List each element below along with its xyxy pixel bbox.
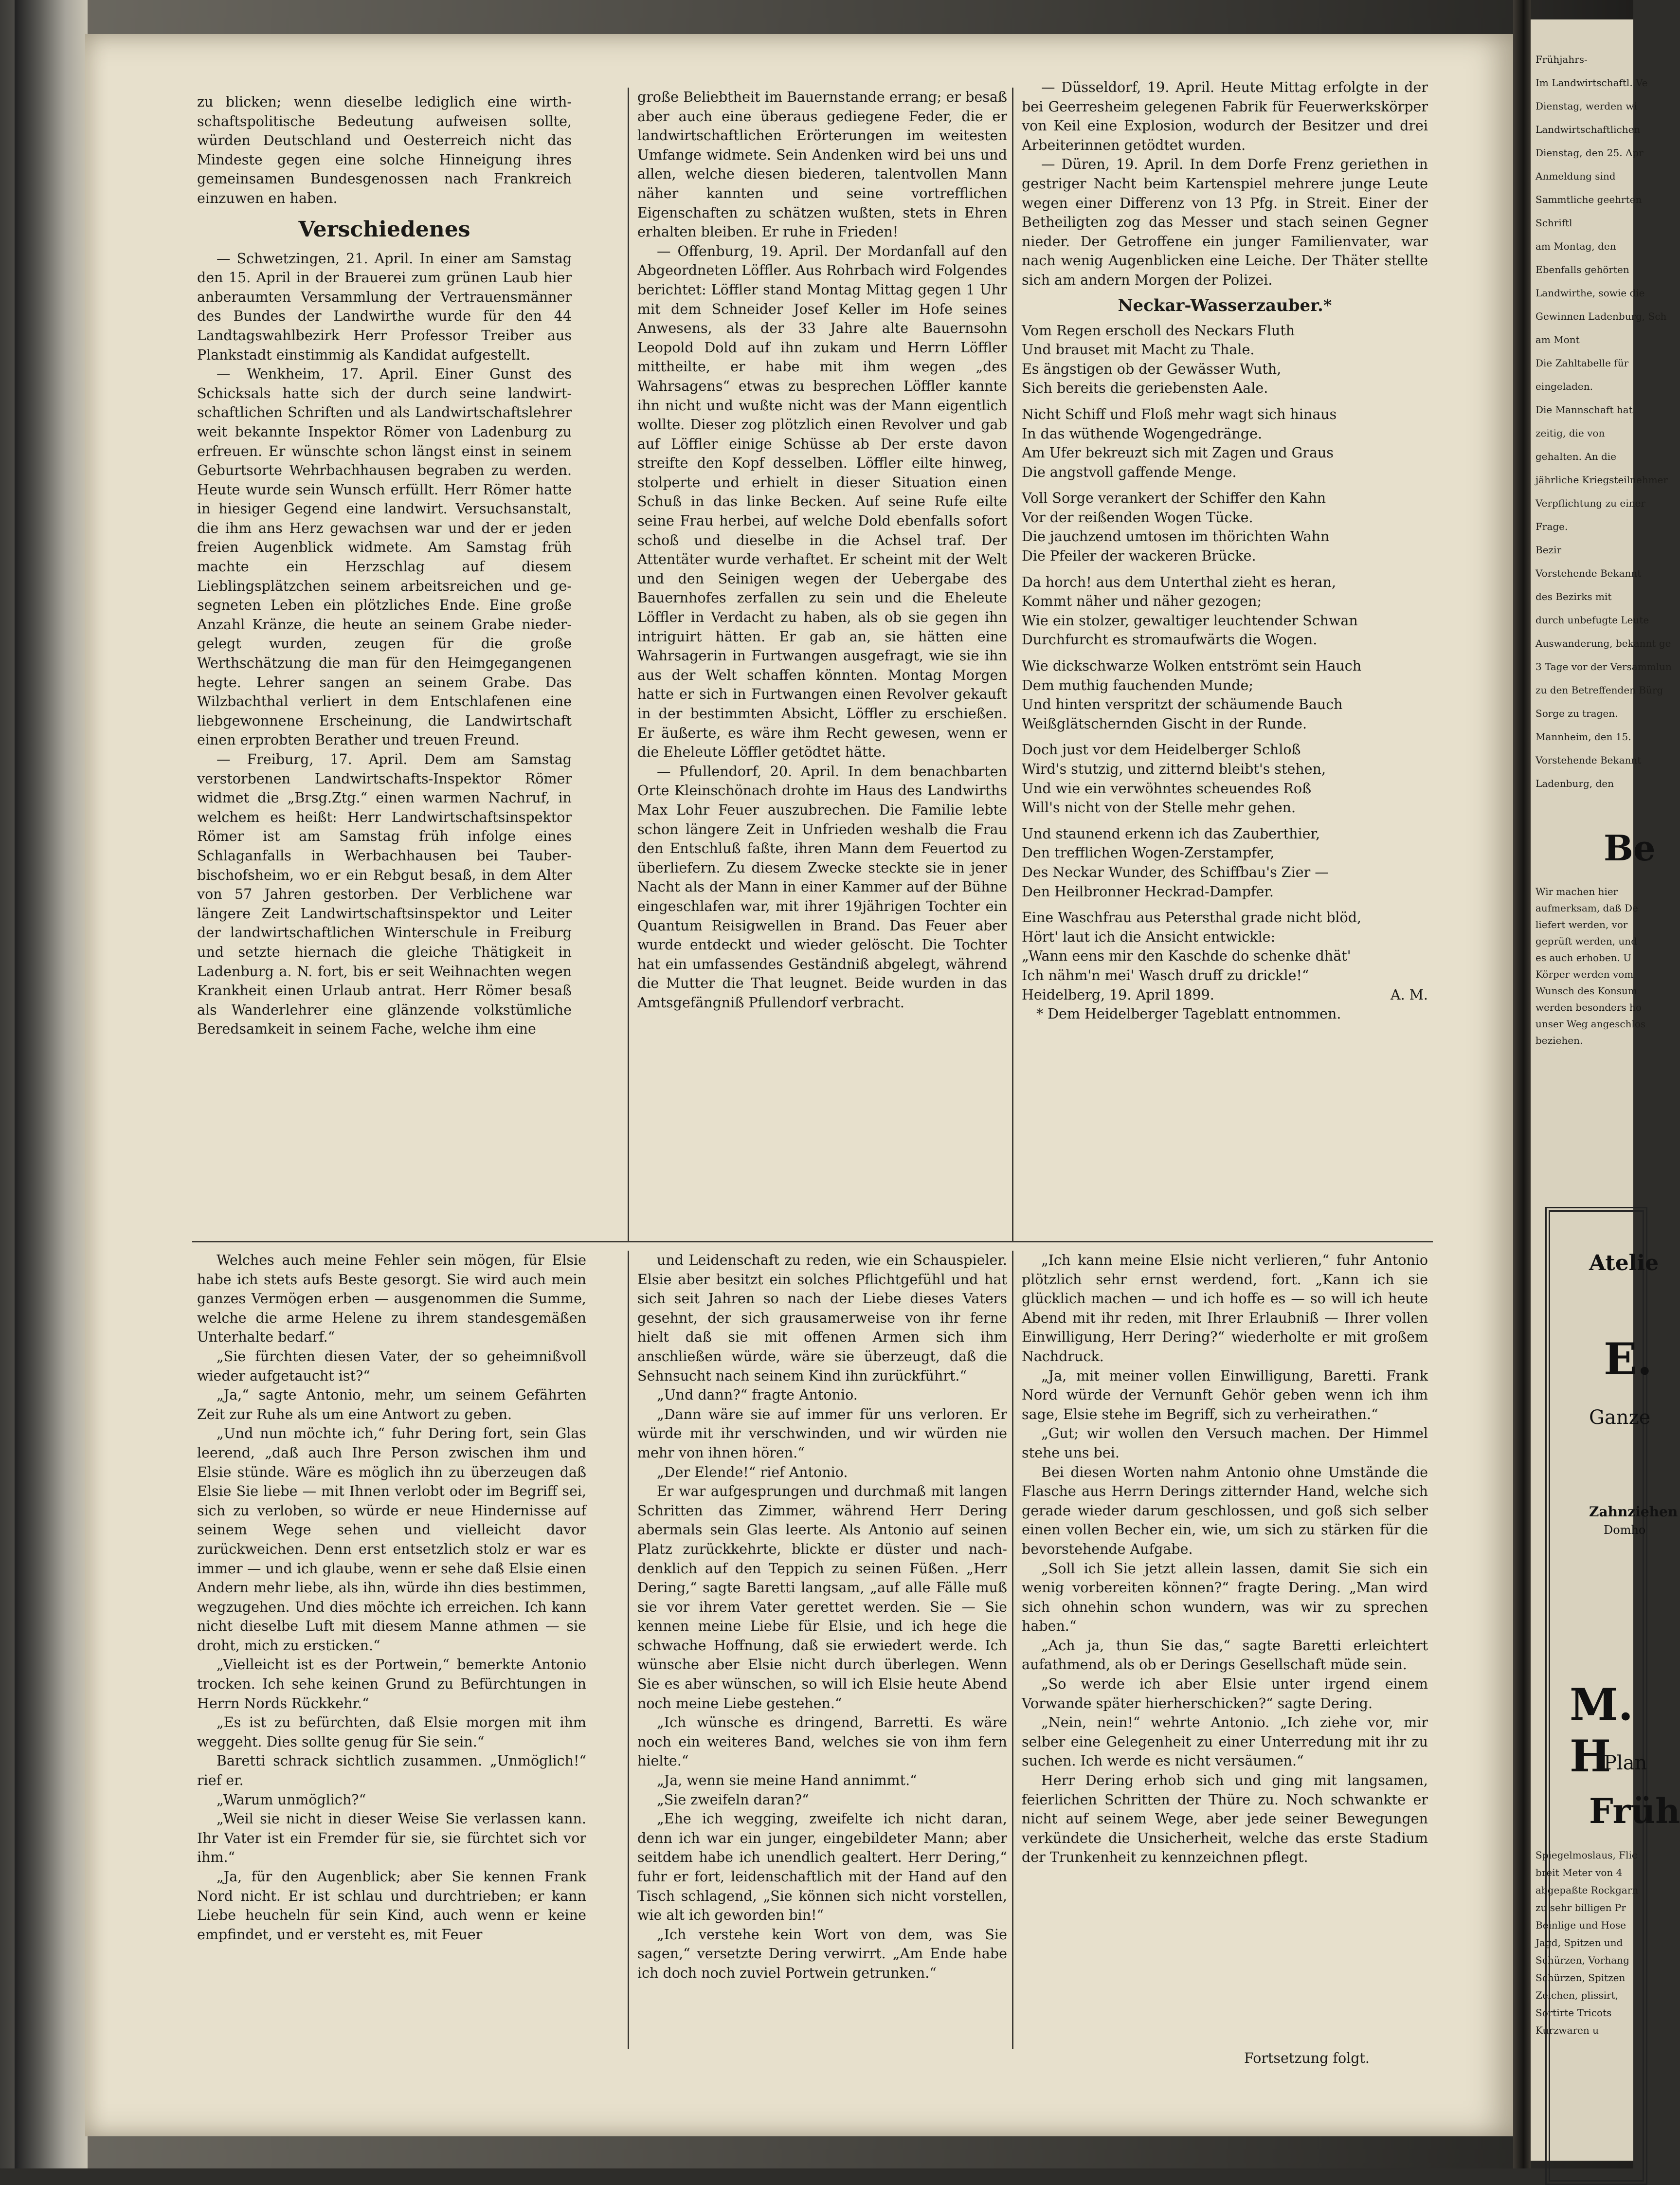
- adjacent-text-line: Mannheim, den 15.: [1535, 731, 1631, 743]
- poem-line: Die angstvoll gaffende Menge.: [1022, 464, 1237, 480]
- adjacent-text-line: breit Meter von 4: [1535, 1867, 1623, 1878]
- adjacent-text-line: Ladenburg, den: [1535, 778, 1614, 789]
- adjacent-text-line: eingeladen.: [1535, 381, 1593, 392]
- adjacent-text-line: Jagd, Spitzen und: [1535, 1937, 1623, 1948]
- story-paragraph: Baretti schrack sichtlich zusammen. „Unmöglich!“ rief er.: [197, 1753, 586, 1789]
- story-paragraph: „Weil sie nicht in dieser Weise Sie verlassen kann. Ihr Vater ist ein Fremder für sie, sie fürchtet sich vor ihm.“: [197, 1811, 586, 1866]
- poem-line: Am Ufer bekreuzt sich mit Zagen und Graus: [1022, 445, 1334, 461]
- upper-column-1: [197, 92, 572, 1039]
- poem: [1022, 321, 1428, 985]
- adjacent-text-line: Schürzen, Spitzen: [1535, 1972, 1626, 1984]
- poem-line: Es ängstigen ob der Gewässer Wuth,: [1022, 361, 1282, 377]
- story-paragraph: „Sie fürchten diesen Vater, der so geheimnißvoll wieder aufgetaucht ist?“: [197, 1348, 586, 1384]
- adjacent-text-line: Die Mannschaft hat: [1535, 404, 1633, 416]
- stanza-gap: [1022, 566, 1428, 573]
- lower-column-3: [1022, 1251, 1428, 1867]
- adjacent-text-line: Vorstehende Bekannt: [1535, 754, 1642, 766]
- story-paragraph: „Ich verstehe kein Wort von dem, was Sie sagen,“ versetzte Dering verwirrt. „Am Ende habe ich doch noch zuviel Portwein getrunken.“: [637, 1926, 1007, 1981]
- adjacent-text-line: beziehen.: [1535, 1035, 1583, 1046]
- adjacent-text-line: es auch erhoben. U: [1535, 952, 1632, 964]
- stanza-gap: [1022, 818, 1428, 824]
- ad-plan: Plan: [1604, 1752, 1647, 1774]
- upper-column-2: [637, 88, 1007, 1013]
- stanza-gap: [1022, 398, 1428, 405]
- adjacent-text-line: Bezir: [1535, 544, 1562, 556]
- adjacent-page: [1531, 19, 1680, 2161]
- poem-title: Neckar-Wasserzauber.*: [1118, 295, 1332, 315]
- adjacent-text-line: Vorstehende Bekannt: [1535, 567, 1642, 579]
- adjacent-text-line: jährliche Kriegsteilnehmer: [1535, 474, 1668, 486]
- poem-line: Den trefflichen Wogen-Zerstampfer,: [1022, 845, 1275, 861]
- adjacent-text-line: Anmeldung sind: [1535, 170, 1616, 182]
- adjacent-text-line: Dienstag, den 25. Apr: [1535, 147, 1644, 159]
- story-paragraph: und Leidenschaft zu reden, wie ein Schauspieler. Elsie aber besitzt ein solches Pflichtgefühl und hat sich seit Jahren so nach der Liebe dieses Vaters gesehnt, der sich grausamerweise von ihr ferne hielt daß sie mit offenen Armen sich ihm anschließen würde, wäre sie überzeugt, daß die Sehnsucht nach seinem Kind ihn zurückführt.“: [637, 1252, 1007, 1384]
- ad-atelier: Atelie: [1589, 1251, 1659, 1275]
- adjacent-text-line: Sortirte Tricots: [1535, 2007, 1612, 2019]
- adjacent-heading-be: Be: [1604, 827, 1656, 869]
- adjacent-text-line: aufmerksam, daß De: [1535, 902, 1638, 914]
- poem-line: Und brauset mit Macht zu Thale.: [1022, 342, 1255, 358]
- news-freiburg-continued: große Beliebtheit im Bauernstande errang; er besaß aber auch eine überaus gediegene Feder, die er landwirtschaftlichen Erörterungen im weitesten Umfange widmete. Sein Andenken wird bei uns und allen, welche diesen biederen, talentvollen Mann näher kannten und seine vortrefflichen Eigenschaften zu schätzen wußten, stets in Ehren erhalten bleiben. Er ruhe in Frieden!: [637, 89, 1007, 240]
- stanza-gap: [1022, 901, 1428, 908]
- poem-line: Die jauchzend umtosen im thörichten Wahn: [1022, 528, 1330, 545]
- news-duesseldorf: — Düsseldorf, 19. April. Heute Mittag erfolgte in der bei Geerresheim gelegenen Fabrik für Feuerwerkskörper von Keil eine Explosion, wodurch der Besitzer und drei Arbeiterinnen getödtet wurden.: [1022, 79, 1428, 153]
- poem-line: Sich bereits die geriebensten Aale.: [1022, 380, 1268, 397]
- continued-notice: Fortsetzung folgt.: [1244, 2050, 1370, 2066]
- ad-zahnziehen: Zahnziehen: [1589, 1504, 1678, 1520]
- section-heading-verschiedenes: Verschiedenes: [298, 217, 470, 242]
- story-paragraph: Welches auch meine Fehler sein mögen, für Elsie habe ich stets aufs Beste gesorgt. Sie wird auch mein ganzes Vermögen erben — ausgenommen die Summe, welche die arme Helene zu ihrem standesgemäßen Unterhalte bedarf.“: [197, 1252, 586, 1346]
- news-schwetzingen: — Schwetzingen, 21. April. In einer am Samstag den 15. April in der Brauerei zum grünen Laub hier anberaumten Versammlung der Vertrauensmänner des Bundes der Landwirthe wurde für den 44 Landtagswahlbezirk Herr Professor Treiber aus Plankstadt einstimmig als Kandidat aufgestellt.: [197, 250, 572, 363]
- adjacent-text-line: Verpflichtung zu einer: [1535, 497, 1645, 509]
- upper-column-3: [1022, 78, 1428, 1024]
- adjacent-text-line: Die Zahltabelle für: [1535, 357, 1629, 369]
- poem-line: Wie ein stolzer, gewaltiger leuchtender Schwan: [1022, 612, 1358, 629]
- poem-line: Und hinten verspritzt der schäumende Bauch: [1022, 696, 1343, 713]
- story-paragraph: „Es ist zu befürchten, daß Elsie morgen mit ihm weggeht. Dies sollte genug für Sie sein.“: [197, 1714, 586, 1750]
- story-paragraph: Herr Dering erhob sich und ging mit langsamen, feierlichen Schritten der Thüre zu. Noch schwankte er nicht auf seinem Wege, aber jede seiner Bewegungen verkündete die Unsicherheit, welche das erste Stadium der Trunkenheit zu kennzeichnen pflegt.: [1022, 1772, 1428, 1866]
- story-paragraph: „Und dann?“ fragte Antonio.: [657, 1387, 858, 1403]
- ad-letter: E.: [1604, 1333, 1652, 1385]
- ad-ganze: Ganze: [1589, 1406, 1651, 1429]
- poem-line: Die Pfeiler der wackeren Brücke.: [1022, 548, 1256, 564]
- book-left-edge: [15, 0, 88, 2168]
- poem-line: Voll Sorge verankert der Schiffer den Kahn: [1022, 490, 1326, 507]
- adjacent-text-line: durch unbefugte Leute: [1535, 614, 1649, 626]
- adjacent-text-line: Landwirtschaftlichen: [1535, 124, 1641, 135]
- adjacent-text-line: Frage.: [1535, 521, 1568, 532]
- poem-line: Vom Regen erscholl des Neckars Fluth: [1022, 322, 1295, 339]
- poem-line: Doch just vor dem Heidelberger Schloß: [1022, 742, 1301, 758]
- story-paragraph: „Soll ich Sie jetzt allein lassen, damit Sie sich ein wenig vorbereiten können?“ fragte Dering. „Man wird sich ohnehin schon wundern, was wir zu sprechen haben.“: [1022, 1560, 1428, 1635]
- adjacent-text-line: Sorge zu tragen.: [1535, 708, 1618, 719]
- column-rule: [628, 88, 629, 1241]
- adjacent-text-line: werden besonders ho: [1535, 1001, 1642, 1013]
- feuilleton-rule: [192, 1241, 1433, 1242]
- news-wenkheim: — Wenkheim, 17. April. Einer Gunst des Schicksals hatte sich der durch seine landwirtschaftlichen Schriften und als Landwirtschaftslehrer weit bekannte Inspektor Römer von Ladenburg zu erfreuen. Er wünschte schon längst einst in seinem Geburtsorte Wehrbachhausen begraben zu werden. Heute wurde sein Wunsch erfüllt. Herr Römer hatte in hiesiger Gegend eine landwirt. Versuchsanstalt, die ihm ans Herz gewachsen war und der er jeden freien Augenblick widmete. Am Samstag früh machte ein Herzschlag auf diesem Lieblingsplätzchen seinem arbeitsreichen und gesegneten Leben ein plötzliches Ende. Eine große Anzahl Kränze, die heute an seinem Grabe niedergelegt wurden, zeugen für die große Werthschätzung die man für den Heimgegangenen hegte. Lehrer sangen an seinem Grabe. Das Wilzbachthal verliert in dem Entschlafenen eine liebgewonnene Erscheinung, die Landwirtschaft einen erprobten Berather und treuen Freund.: [197, 366, 572, 748]
- adjacent-text-line: 3 Tage vor der Versammlun: [1535, 661, 1672, 673]
- ad-frueh: Früh: [1589, 1791, 1680, 1831]
- adjacent-text-line: Landwirthe, sowie die: [1535, 287, 1645, 299]
- stanza-gap: [1022, 482, 1428, 489]
- signature-initials: A. M.: [1391, 986, 1428, 1003]
- story-paragraph: „So werde ich aber Elsie unter irgend einem Vorwande später hierherschicken?“ sagte Dering.: [1022, 1676, 1428, 1712]
- adjacent-text-line: Schürzen, Vorhang: [1535, 1954, 1629, 1966]
- poem-signature: [1022, 985, 1428, 1005]
- adjacent-text-line: Zeichen, plissirt,: [1535, 1989, 1619, 2001]
- poem-line: Dem muthig fauchenden Munde;: [1022, 677, 1253, 693]
- story-paragraph: „Und nun möchte ich,“ fuhr Dering fort, sein Glas leerend, „daß auch Ihre Person zwischen ihm und Elsie stünde. Wäre es möglich ihn zu überzeugen daß Elsie Sie liebe — mit Ihnen verlobt oder im Begriff sei, sich zu verloben, so würde er neue Hindernisse auf seinem Wege sehen und vielleicht davor zurückweichen. Denn erst entsetzlich stolz er war es immer — und ich glaube, wenn er sehe daß Elsie einen Andern mehr liebe, als ihn, würde ihn dies bestimmen, wegzugehen. Und dies möchte ich erreichen. Ich kann nicht dieselbe Luft mit diesem Manne athmen — sie droht, mich zu ersticken.“: [197, 1425, 586, 1654]
- stanza-gap: [1022, 733, 1428, 740]
- poem-line: Da horch! aus dem Unterthal zieht es heran,: [1022, 574, 1337, 590]
- adjacent-text-line: gehalten. An die: [1535, 451, 1617, 462]
- story-paragraph: „Dann wäre sie auf immer für uns verloren. Er würde mit ihr verschwinden, und wir würden nie mehr von ihnen hören.“: [637, 1406, 1007, 1461]
- adjacent-text-line: zu sehr billigen Pr: [1535, 1902, 1626, 1913]
- poem-line: Durchfurcht es stromaufwärts die Wogen.: [1022, 632, 1318, 648]
- lower-column-1: [197, 1251, 586, 1944]
- adjacent-text-line: abgepaßte Rockgarn: [1535, 1884, 1639, 1896]
- adjacent-text-line: Wunsch des Konsum: [1535, 985, 1637, 997]
- poem-line: Hört' laut ich die Ansicht entwickle:: [1022, 929, 1276, 945]
- adjacent-text-line: zu den Betreffenden Bürg: [1535, 684, 1663, 696]
- adjacent-text-line: Dienstag, werden wi: [1535, 100, 1637, 112]
- story-paragraph: „Gut; wir wollen den Versuch machen. Der Himmel stehe uns bei.: [1022, 1425, 1428, 1461]
- book-gutter: [1513, 0, 1531, 2168]
- poem-line: Kommt näher und näher gezogen;: [1022, 593, 1262, 610]
- adjacent-text-line: liefert werden, vor: [1535, 919, 1628, 930]
- adjacent-text-line: Spiegelmoslaus, Flic: [1535, 1849, 1638, 1861]
- lower-column-2: [637, 1251, 1007, 1983]
- adjacent-text-line: Schriftl: [1535, 217, 1572, 229]
- story-paragraph: „Der Elende!“ rief Antonio.: [657, 1464, 848, 1480]
- story-paragraph: „Vielleicht ist es der Portwein,“ bemerkte Antonio trocken. Ich sehe keinen Grund zu Befürchtungen in Herrn Nords Rückkehr.“: [197, 1657, 586, 1712]
- poem-line: Will's nicht von der Stelle mehr gehen.: [1022, 800, 1296, 816]
- adjacent-text-line: des Bezirks mit: [1535, 591, 1612, 602]
- adjacent-text-line: Auswanderung, bekannt ge: [1535, 637, 1671, 649]
- adjacent-text-line: geprüft werden, und: [1535, 935, 1637, 947]
- story-paragraph: „Ehe ich wegging, zweifelte ich nicht daran, denn ich war ein junger, eingebildeter Mann; aber seitdem habe ich unendlich gealtert. Herr Dering,“ fuhr er fort, leidenschaftlich mit der Hand auf den Tisch schlagend, „Sie können sich nicht vorstellen, wie alt ich geworden bin!“: [637, 1811, 1007, 1924]
- column-rule: [1012, 1251, 1013, 2049]
- poem-line: Und wie ein verwöhntes scheuendes Roß: [1022, 780, 1312, 797]
- poem-line: Wie dickschwarze Wolken entströmt sein Hauch: [1022, 658, 1362, 674]
- article-intro: zu blicken; wenn dieselbe lediglich eine wirthschaftspolitische Bedeutung aufweisen sollte, würden Deutschland und Oesterreich nicht das Mindeste gegen eine solche Hinneigung ihres gemeinsamen Bundesgenossen nach Frankreich einzuwen en haben.: [197, 94, 572, 206]
- poem-line: Nicht Schiff und Floß mehr wagt sich hinaus: [1022, 406, 1337, 422]
- newspaper-page: [85, 34, 1513, 2136]
- adjacent-text-line: Im Landwirtschaftl. Ve: [1535, 77, 1648, 89]
- stanza-gap: [1022, 650, 1428, 656]
- adjacent-text-line: Körper werden vom: [1535, 968, 1634, 980]
- adjacent-text-line: Frühjahrs-: [1535, 54, 1588, 65]
- story-paragraph: „Nein, nein!“ wehrte Antonio. „Ich ziehe vor, mir selber eine Gelegenheit zu einer Unterredung mit ihr zu suchen. Ich werde es nicht versäumen.“: [1022, 1714, 1428, 1769]
- poem-line: Des Neckar Wunder, des Schiffbau's Zier —: [1022, 864, 1329, 880]
- story-paragraph: „Ach ja, thun Sie das,“ sagte Baretti erleichtert aufathmend, als ob er Derings Gesellschaft müde sein.: [1022, 1637, 1428, 1673]
- poem-line: In das wüthende Wogengedränge.: [1022, 425, 1263, 442]
- story-paragraph: „Ja, mit meiner vollen Einwilligung, Baretti. Frank Nord würde der Vernunft Gehör geben wenn ich ihm sage, Elsie stehe im Begriff, sich zu verheirathen.“: [1022, 1367, 1428, 1422]
- signature-place-date: Heidelberg, 19. April 1899.: [1022, 986, 1214, 1003]
- poem-line: Eine Waschfrau aus Petersthal grade nicht blöd,: [1022, 910, 1362, 926]
- poem-line: „Wann eens mir den Kaschde do schenke dhät': [1022, 948, 1351, 965]
- column-rule: [1012, 88, 1013, 1241]
- poem-line: Ich nähm'n mei' Wasch druff zu drickle!“: [1022, 967, 1309, 983]
- news-pfullendorf: — Pfullendorf, 20. April. In dem benachbarten Orte Kleinschönach drohte im Haus des Landwirths Max Lohr Feuer auszubrechen. Die Familie lebte schon längere Zeit in Unfrieden weshalb die Frau den Entschluß faßte, ihren Mann dem Feuertod zu überliefern. Zu diesem Zwecke steckte sie in jener Nacht als der Mann in einer Kammer auf der Bühne eingeschlafen war, mit ihrer 19jährigen Tochter ein Quantum Reisigwellen in Brand. Das Feuer aber wurde entdeckt und wieder gelöscht. Die Tochter hat ein umfassendes Geständniß abgelegt, während die Mutter die That leugnet. Beide wurden in das Amtsgefängniß Pfullendorf verbracht.: [637, 763, 1007, 1011]
- adjacent-text-line: Kurzwaren u: [1535, 2024, 1599, 2036]
- column-rule: [628, 1251, 629, 2049]
- poem-line: Den Heilbronner Heckrad-Dampfer.: [1022, 883, 1274, 900]
- ad-mh: M. H: [1570, 1679, 1633, 1782]
- adjacent-text-line: Beinlige und Hose: [1535, 1919, 1626, 1931]
- adjacent-text-line: zeitig, die von: [1535, 427, 1605, 439]
- adjacent-text-line: Wir machen hier: [1535, 886, 1618, 897]
- story-paragraph: „Ich kann meine Elsie nicht verlieren,“ fuhr Antonio plötzlich sehr ernst werdend, fort. „Kann ich sie glücklich machen — und ich hoffe es — so will ich heute Abend mit ihr reden, mit Ihrer Erlaubniß — Ihrer vollen Einwilligung, Herr Dering?“ wiederholte er mit großem Nachdruck.: [1022, 1252, 1428, 1365]
- poem-line: Weißglätschernden Gischt in der Runde.: [1022, 715, 1307, 732]
- story-paragraph: „Ich wünsche es dringend, Barretti. Es wäre noch ein weiteres Band, welches sie von ihm fern hielte.“: [637, 1714, 1007, 1769]
- poem-line: Und staunend erkenn ich das Zauberthier,: [1022, 825, 1320, 842]
- adjacent-text-line: Gewinnen Ladenburg, Sch: [1535, 310, 1667, 322]
- adjacent-text-line: unser Weg angeschlos: [1535, 1018, 1646, 1030]
- story-paragraph: Bei diesen Worten nahm Antonio ohne Umstände die Flasche aus Herrn Derings zitternder Hand, welche sich gerade wieder darum geschlossen, und goß sich selber einen vollen Becher ein, wie, um sich zu stärken für die bevorstehende Aufgabe.: [1022, 1464, 1428, 1557]
- story-paragraph: „Sie zweifeln daran?“: [657, 1791, 809, 1808]
- story-paragraph: Er war aufgesprungen und durchmaß mit langen Schritten das Zimmer, während Herr Dering abermals sein Glas leerte. Als Antonio auf seinen Platz zurückkehrte, blickte er düster und nachdenklich auf den Teppich zu seinen Füßen. „Herr Dering,“ sagte Baretti langsam, „auf alle Fälle muß sie vor ihrem Vater gerettet werden. Sie — Sie kennen meine Liebe für Elsie, und ich hege die schwache Hoffnung, daß sie erwiedert werde. Ich wünsche aber Elsie nicht durch überlegen. Wenn Sie es aber wünschen, so will ich Elsie heute Abend noch meine Liebe gestehen.“: [637, 1483, 1007, 1712]
- story-paragraph: „Warum unmöglich?“: [217, 1791, 366, 1808]
- adjacent-text-line: Sammtliche geehrten: [1535, 194, 1642, 205]
- poem-line: Wird's stutzig, und zitternd bleibt's stehen,: [1022, 761, 1326, 777]
- story-paragraph: „Ja, für den Augenblick; aber Sie kennen Frank Nord nicht. Er ist schlau und durchtrieben; er kann Liebe heucheln für sein Kind, auch wenn er keine empfindet, und er versteht es, mit Feuer: [197, 1869, 586, 1943]
- poem-line: Vor der reißenden Wogen Tücke.: [1022, 509, 1253, 526]
- news-freiburg: — Freiburg, 17. April. Dem am Samstag verstorbenen Landwirtschafts-Inspektor Römer widmet die „Brsg.Ztg.“ einen warmen Nachruf, in welchem es heißt: Herr Landwirtschaftsinspektor Römer ist am Samstag früh infolge eines Schlaganfalls in Werbachhausen bei Tauberbischofsheim, wo er ein Rebgut besaß, in dem Alter von 57 Jahren gestorben. Der Verblichene war längere Zeit Landwirtschaftsinspektor und Leiter der landwirtschaftlichen Winterschule in Freiburg und setzte hiernach die gleiche Thätigkeit in Ladenburg a. N. fort, bis er seit Weihnachten wegen Krankheit einen Urlaub antrat. Herr Römer besaß als Wanderlehrer eine glänzende volkstümliche Beredsamkeit in seinem Fache, welche ihm eine: [197, 751, 572, 1038]
- ad-domhof: Domho: [1604, 1523, 1646, 1537]
- adjacent-text-line: am Montag, den: [1535, 240, 1616, 252]
- news-offenburg: — Offenburg, 19. April. Der Mordanfall auf den Abgeordneten Löffler. Aus Rohrbach wird Folgendes berichtet: Löffler stand Montag Mittag gegen 1 Uhr mit dem Schneider Josef Keller im Hofe seines Anwesens, als der 33 Jahre alte Bauernsohn Leopold Dold auf ihn zukam und Herrn Löffler mittheilte, er habe mit ihm wegen „des Wahrsagens“ etwas zu besprechen Löffler kannte ihn nicht und wußte nicht was der Mann eigentlich wollte. Dieser zog plötzlich einen Revolver und gab auf Löffler einige Schüsse ab Der erste davon streifte den Kopf desselben. Löffler eilte hinweg, stolperte und erhielt in dieser Situation einen Schuß in das linke Becken. Auf seine Rufe eilte seine Frau herbei, auf welche Dold ebenfalls sofort schoß und dieselbe in die Achsel traf. Der Attentäter wurde verhaftet. Er scheint mit der Welt und den Seinigen wegen der Uebergabe des Bauernhofes zerfallen zu sein und die Eheleute Löffler in Verdacht zu haben, als ob sie gegen ihn intriguirt hätten. Er gab an, sie hätten eine Wahrsagerin in Furtwangen ausgefragt, wie sie ihn aus der Welt schaffen könnten. Montag Morgen hatte er sich in Furtwangen einen Revolver gekauft in der bestimmten Absicht, Löffler zu erschießen. Er äußerte, es wäre ihm Recht gewesen, wenn er die Eheleute Löffler getödtet hätte.: [637, 243, 1007, 761]
- news-dueren: — Düren, 19. April. In dem Dorfe Frenz geriethen in gestriger Nacht beim Kartenspiel mehrere junge Leute wegen einer Differenz von 13 Pfg. in Streit. Einer der Betheiligten zog das Messer und stach seinen Gegner nieder. Der Getroffene ein junger Familienvater, war nach wenig Augenblicken eine Leiche. Der Thäter stellte sich am andern Morgen der Polizei.: [1022, 156, 1428, 288]
- poem-footnote: * Dem Heidelberger Tageblatt entnommen.: [1036, 1006, 1341, 1022]
- adjacent-text-line: am Mont: [1535, 334, 1580, 346]
- story-paragraph: „Ja, wenn sie meine Hand annimmt.“: [657, 1772, 917, 1789]
- story-paragraph: „Ja,“ sagte Antonio, mehr, um seinem Gefährten Zeit zur Ruhe als um eine Antwort zu geben.: [197, 1387, 586, 1422]
- adjacent-text-line: Ebenfalls gehörten: [1535, 264, 1629, 275]
